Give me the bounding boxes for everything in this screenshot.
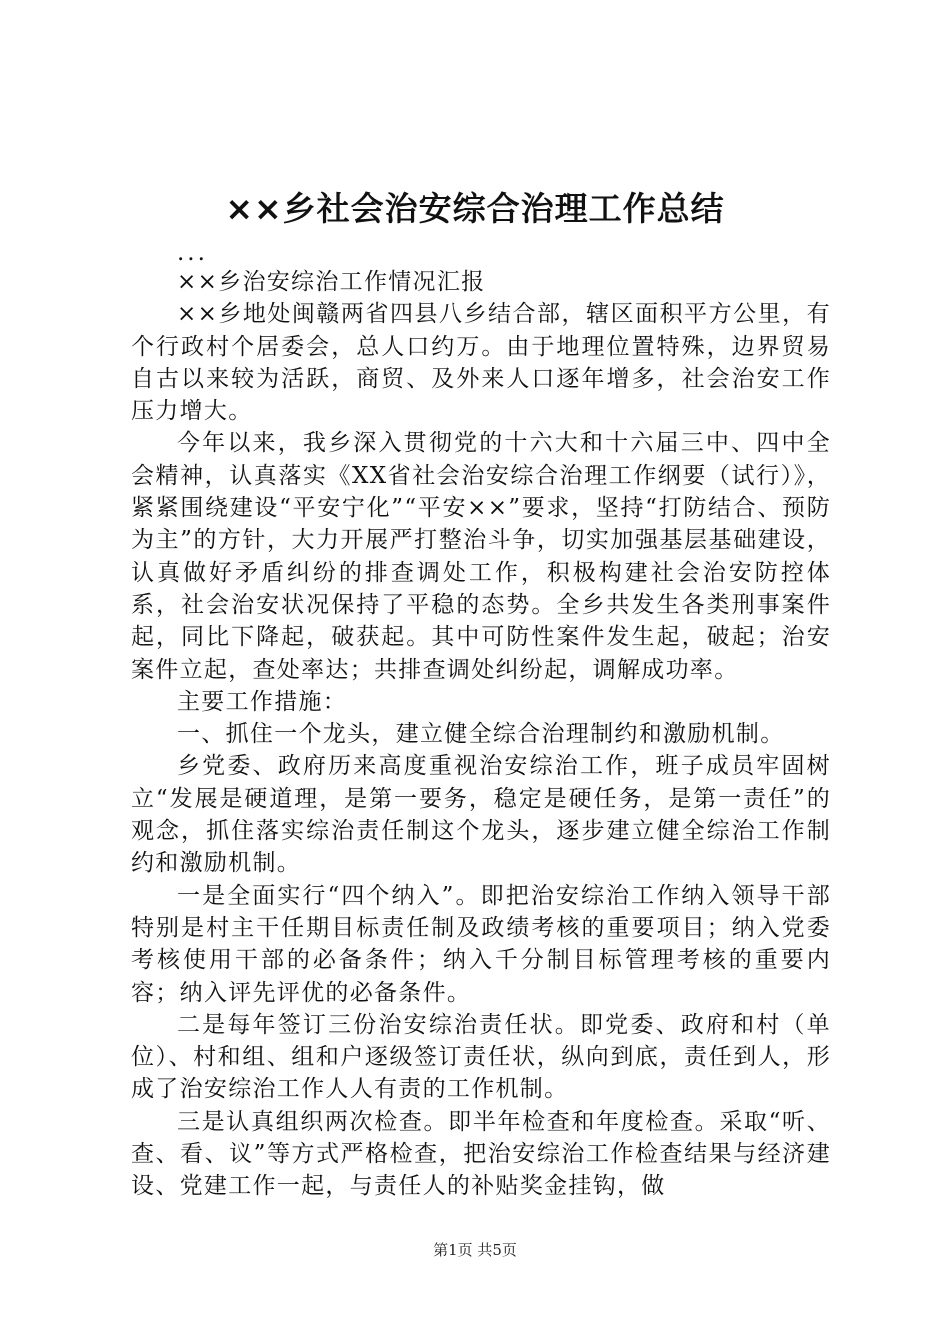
section-heading: 一、抓住一个龙头，建立健全综合治理制约和激励机制。 <box>177 721 785 748</box>
page-footer: 第1页 共5页 <box>433 1241 517 1259</box>
document-body <box>131 240 831 1203</box>
paragraph-subtitle: ××乡治安综治工作情况汇报 <box>177 269 486 295</box>
paragraph: 一是全面实行“四个纳入”。即把治安综治工作纳入领导干部特别是村主干任期目标责任制及政绩考核的重要项目；纳入党委考核使用干部的必备条件；纳入千分制目标管理考核的重要内容；纳入评先评优的必备条件。 <box>131 882 831 1006</box>
paragraph: ××乡地处闽赣两省四县八乡结合部，辖区面积平方公里，有个行政村个居委会，总人口约万。由于地理位置特殊，边界贸易自古以来较为活跃，商贸、及外来人口逐年增多，社会治安工作压力增大。 <box>131 301 831 425</box>
paragraph: 三是认真组织两次检查。即半年检查和年度检查。采取“听、查、看、议”等方式严格检查，把治安综治工作检查结果与经济建设、党建工作一起，与责任人的补贴奖金挂钩，做 <box>131 1108 831 1200</box>
section-heading: 主要工作措施： <box>177 688 348 715</box>
paragraph: 二是每年签订三份治安综治责任状。即党委、政府和村（单位）、村和组、组和户逐级签订责任状，纵向到底，责任到人，形成了治安综治工作人人有责的工作机制。 <box>131 1011 831 1103</box>
paragraph: 今年以来，我乡深入贯彻党的十六大和十六届三中、四中全会精神，认真落实《XX省社会治安综合治理工作纲要（试行）》，紧紧围绕建设“平安宁化”“平安××”要求，坚持“打防结合、预防为主”的方针，大力开展严打整治斗争，切实加强基层基础建设，认真做好矛盾纠纷的排查调处工作，积极构建社会治安防控体系，社会治安状况保持了平稳的态势。全乡共发生各类刑事案件起，同比下降起，破获起。其中可防性案件发生起，破起；治安案件立起，查处率达；共排查调处纠纷起，调解成功率。 <box>131 430 831 683</box>
paragraph: 乡党委、政府历来高度重视治安综治工作，班子成员牢固树立“发展是硬道理，是第一要务，稳定是硬任务，是第一责任”的观念，抓住落实综治责任制这个龙头，逐步建立健全综治工作制约和激励机制。 <box>131 753 831 877</box>
ellipsis-line: ... <box>177 240 208 266</box>
document-title: ××乡社会治安综合治理工作总结 <box>225 189 725 228</box>
